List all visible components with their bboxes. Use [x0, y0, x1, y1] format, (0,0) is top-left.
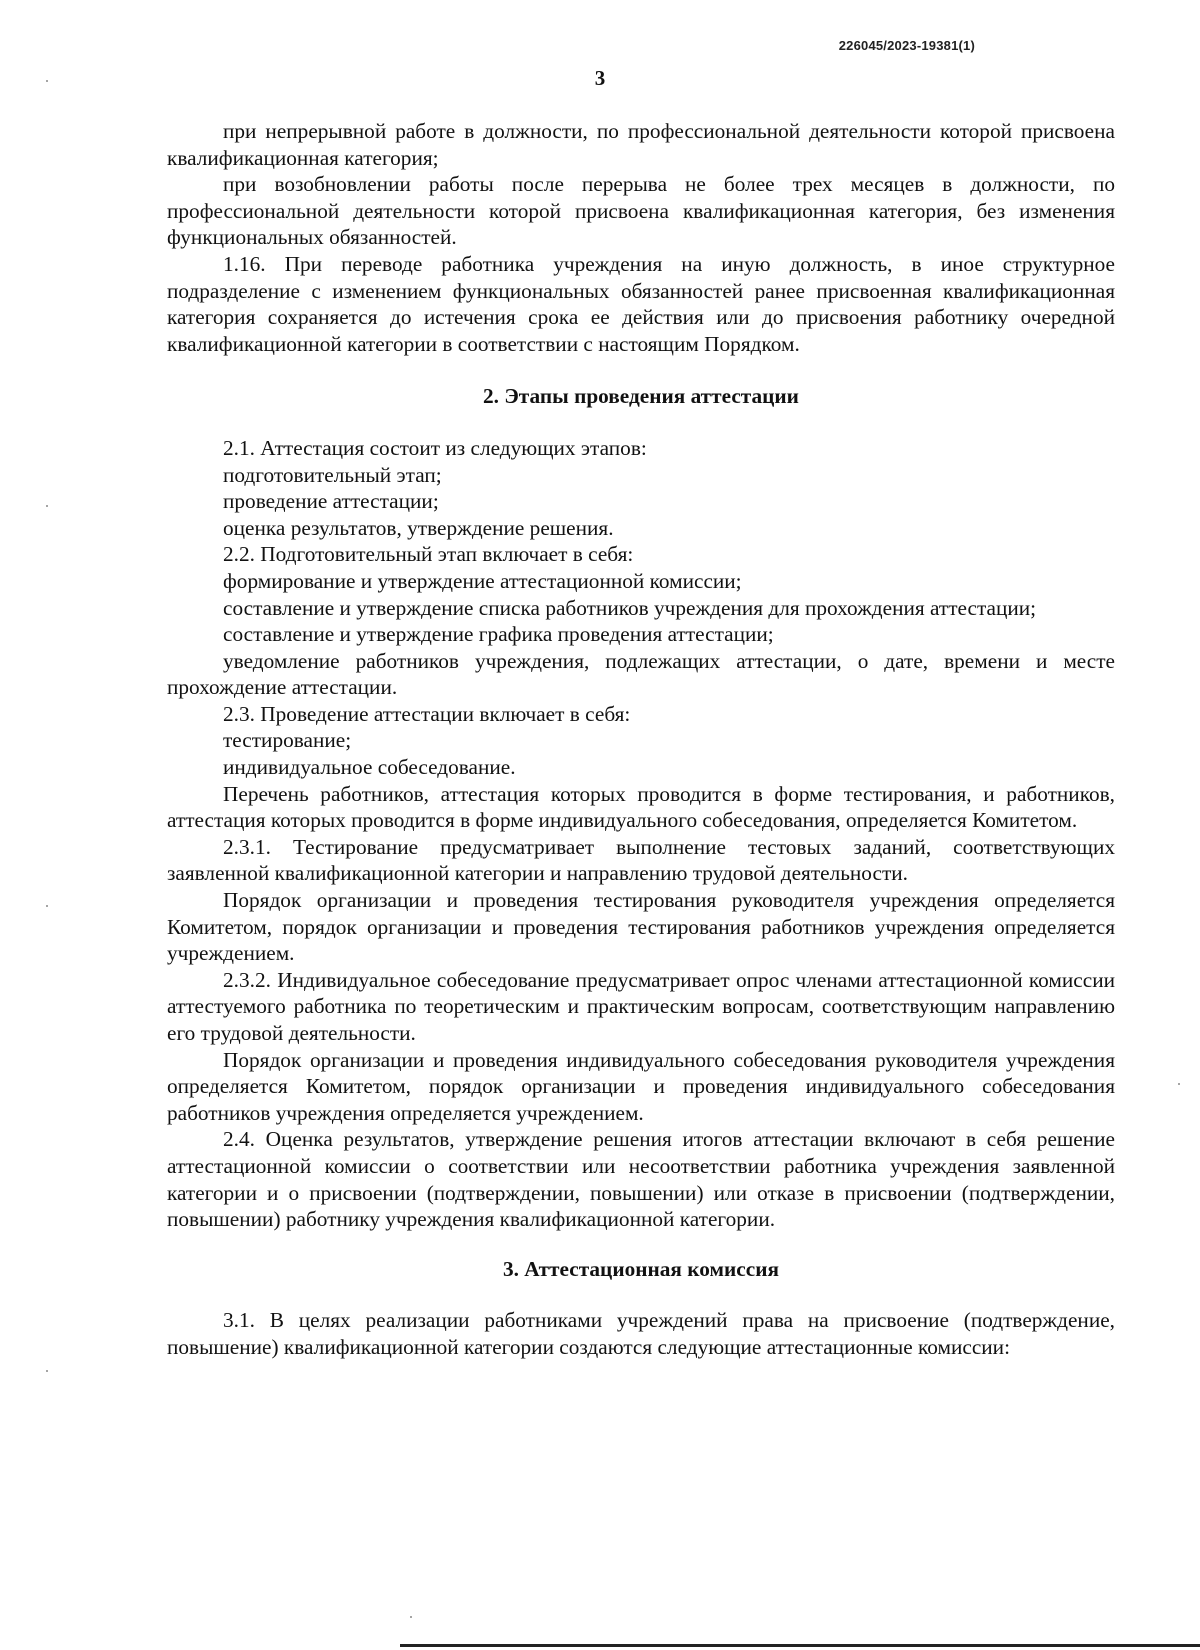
scan-edge-line	[400, 1644, 1200, 1647]
paragraph: 2.2. Подготовительный этап включает в себя:	[223, 542, 634, 567]
paragraph: 2.1. Аттестация состоит из следующих этапов:	[223, 435, 647, 460]
paragraph: 2.3. Проведение аттестации включает в себя:	[223, 701, 631, 726]
paragraph: при возобновлении работы после перерыва не более трех месяцев в должности, по профессиональной деятельности которой присвоена квалификационная категория, без изменения функциональных обязанностей.	[167, 172, 1115, 250]
paragraph: при непрерывной работе в должности, по профессиональной деятельности которой присвоена квалификационная категория;	[167, 119, 1115, 170]
scan-speck	[46, 905, 48, 907]
section-heading: 3. Аттестационная комиссия	[502, 1256, 779, 1281]
scan-speck	[46, 505, 48, 507]
scan-speck	[46, 80, 48, 82]
list-item: составление и утверждение графика проведения аттестации;	[223, 622, 774, 647]
list-item: составление и утверждение списка работников учреждения для прохождения аттестации;	[223, 595, 1037, 620]
list-item: подготовительный этап;	[223, 462, 442, 487]
document-id: 226045/2023-19381(1)	[838, 38, 975, 53]
list-item: формирование и утверждение аттестационной комиссии;	[223, 568, 742, 593]
scan-speck	[1178, 1083, 1180, 1085]
paragraph: Порядок организации и проведения индивидуального собеседования руководителя учреждения определяется Комитетом, порядок организации и проведения индивидуального собеседования работников учреждения определяется учреждением.	[167, 1047, 1115, 1125]
paragraph: 2.4. Оценка результатов, утверждение решения итогов аттестации включают в себя решение аттестационной комиссии о соответствии или несоответствии работника учреждения заявленной категории и о присвоении (подтверждении, повышении) или отказе в присвоении (подтверждении, повышении) работнику учреждения квалификационной категории.	[167, 1127, 1115, 1232]
paragraph: Перечень работников, аттестация которых проводится в форме тестирования, и работников, аттестация которых проводится в форме индивидуального собеседования, определяется Комитетом.	[167, 781, 1115, 833]
paragraph: 3.1. В целях реализации работниками учреждений права на присвоение (подтверждение, повышение) квалификационной категории создаются следующие аттестационные комиссии:	[167, 1308, 1115, 1359]
paragraph: 2.3.2. Индивидуальное собеседование предусматривает опрос членами аттестационной комиссии аттестуемого работника по теоретическим и практическим вопросам, соответствующим направлению его трудовой деятельности.	[167, 967, 1115, 1045]
section-heading: 2. Этапы проведения аттестации	[483, 384, 799, 409]
paragraph: 1.16. При переводе работника учреждения на иную должность, в иное структурное подразделение с изменением функциональных обязанностей ранее присвоенная квалификационная категория сохраняется до истечения срока ее действия или до присвоения работнику очередной квалификационной категории в соответствии с настоящим Порядком.	[167, 251, 1115, 356]
paragraph: 2.3.1. Тестирование предусматривает выполнение тестовых заданий, соответствующих заявленной квалификационной категории и направлению трудовой деятельности.	[167, 834, 1115, 886]
scan-speck	[46, 1370, 48, 1372]
paragraph: Порядок организации и проведения тестирования руководителя учреждения определяется Комитетом, порядок организации и проведения тестирования работников учреждения определяется учреждением.	[167, 888, 1115, 966]
document-body	[167, 118, 1115, 1361]
scan-speck	[410, 1616, 412, 1618]
list-item: проведение аттестации;	[223, 489, 439, 514]
list-item: оценка результатов, утверждение решения.	[223, 515, 614, 540]
list-item: индивидуальное собеседование.	[223, 755, 516, 780]
list-item: уведомление работников учреждения, подлежащих аттестации, о дате, времени и месте прохождение аттестации.	[167, 648, 1115, 700]
page-number: 3	[594, 66, 606, 90]
list-item: тестирование;	[223, 728, 352, 753]
